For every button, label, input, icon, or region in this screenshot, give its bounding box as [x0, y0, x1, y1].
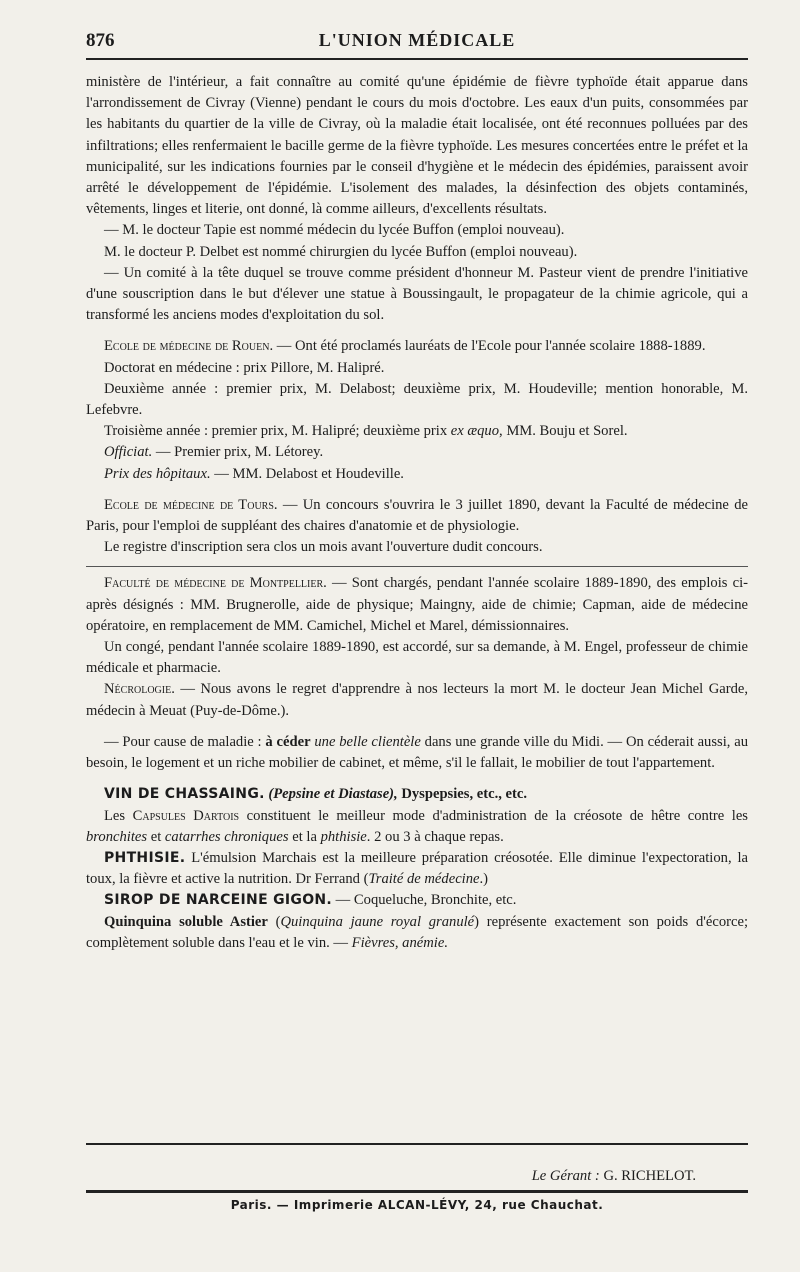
rouen-paragraph: Ecole de médecine de Rouen. — Ont été proclamés lauréats de l'Ecole pour l'année scolaire 1888-1889. — [104, 338, 706, 355]
ad-vin-chassaing: VIN DE CHASSAING. (Pepsine et Diastase), Dyspepsies, etc., etc. — [104, 786, 527, 803]
ad-quinquina-astier: Quinquina soluble Astier (Quinquina jaune royal granulé) représente exactement son poids d'écorce; complètement soluble dans l'eau et le vin. — Fièvres, anémie. — [86, 913, 749, 951]
montpellier-paragraph: Faculté de médecine de Montpellier. — Sont chargés, pendant l'année scolaire 1889-1890, des emplois ci-après désignés : MM. Brugnerolle, aide de physique; Maingny, aide de chimie; Capman, aide de médecine opératoire, en remplacement de MM. Camichel, Michel et Marel, démissionnaires. — [86, 575, 748, 634]
clientele-notice: — Pour cause de maladie : à céder une belle clientèle dans une grande ville du Midi. — On céderait aussi, au besoin, le logement et un riche mobilier de cabinet, et même, s'il le fallait, le mobilier de tout l'appartement. — [86, 733, 748, 772]
signature-block — [86, 1158, 748, 1185]
rouen-doctorat: Doctorat en médecine : prix Pillore, M. Haliрré. — [104, 359, 385, 376]
montpellier-conge: Un congé, pendant l'année scolaire 1889-1890, est accordé, sur sa demande, à M. Engel, professeur de chimie médicale et pharmacie. — [86, 639, 748, 677]
rouen-troisieme: Troisième année : premier prix, M. Halipré; deuxième prix ex æquo, MM. Bouju et Sorel. — [104, 423, 628, 440]
boussingault-paragraph: — Un comité à la tête duquel se trouve comme président d'honneur M. Pasteur vient de prendre l'initiative d'une souscription dans le but d'élever une statue à Boussingault, le propagateur de la chimie agricole, qui a transformé les anciens modes d'exploitation du sol. — [86, 264, 748, 324]
ad-sirop-narceine: SIROP DE NARCEINE GIGON. — Coqueluche, Bronchite, etc. — [104, 892, 517, 909]
rouen-officiat: Officiat. — Premier prix, M. Létorey. — [104, 444, 324, 461]
printer-imprint: Paris. — Imprimerie ALCAN-LÉVY, 24, rue Chauchat. — [230, 1198, 604, 1212]
rouen-heading: Ecole de médecine de Rouen. — [104, 338, 274, 355]
delbet-paragraph: M. le docteur P. Delbet est nommé chirurgien du lycée Buffon (emploi nouveau). — [104, 243, 578, 260]
civray-paragraph: ministère de l'intérieur, a fait connaître au comité qu'une épidémie de fièvre typhoïde était apparue dans l'arrondissement de Civray (Vienne) pendant le cours du mois d'octobre. Les eaux d'un puits, consommées par les habitants du quartier de la ville de Civray, où la maladie était localisée, ont été reconnues polluées par des infiltrations; elles renfermaient le bacille germe de la fièvre typhoïde. Les mesures concertées entre le préfet et la municipalité, sur les indications fournies par le conseil d'hygiène et le médecin des épidémies, paraissent avoir arrêté le développement de l'épidémie. L'isolement des malades, la désinfection des objets contaminés, vêtements, linges et literie, ont donné, là comme ailleurs, d'excellents résultats. — [86, 74, 748, 218]
ad-phthisie: PHTHISIE. L'émulsion Marchais est la meilleure préparation créosotée. Elle diminue l'expectoration, la toux, la fièvre et active la nutrition. Dr Ferrand (Traité de médecine.) — [86, 849, 748, 888]
imprint-rule — [86, 1190, 748, 1193]
running-title: L'UNION MÉDICALE — [318, 30, 516, 50]
header-rule — [86, 58, 748, 60]
signature-name: G. RICHELOT. — [603, 1168, 696, 1184]
tours-heading: Ecole de médecine de Tours. — [104, 496, 278, 513]
ad-capsules-dartois: Les Capsules Dartois constituent le meilleur mode d'administration de la créosote de hêtre contre les bronchites et catarrhes chroniques et la phthisie. 2 ou 3 à chaque repas. — [86, 807, 748, 845]
tours-registre: Le registre d'inscription sera clos un mois avant l'ouverture dudit concours. — [104, 539, 543, 556]
page-number: 876 — [86, 30, 115, 51]
page-header — [86, 26, 748, 54]
necrologie-heading: Nécrologie. — [104, 681, 175, 698]
section-divider — [86, 566, 748, 567]
article-body — [86, 72, 748, 954]
montpellier-heading: Faculté de médecine de Montpellier. — [104, 575, 327, 592]
tours-paragraph: Ecole de médecine de Tours. — Un concours s'ouvrira le 3 juillet 1890, devant la Faculté de médecine de Paris, pour l'emploi de suppléant des chaires d'anatomie et de physiologie. — [86, 496, 748, 535]
necrologie-paragraph: Nécrologie. — Nous avons le regret d'apprendre à nos lecteurs la mort M. le docteur Jean Michel Garde, médecin à Meuat (Puy-de-Dôme.). — [86, 681, 748, 719]
signature-label: Le Gérant : — [531, 1168, 604, 1184]
rouen-hopitaux: Prix des hôpitaux. — MM. Delabost et Houdeville. — [104, 465, 404, 482]
rouen-deuxieme: Deuxième année : premier prix, M. Delabost; deuxième prix, M. Houdeville; mention honorable, M. Lefebvre. — [86, 380, 748, 419]
tapie-paragraph: — M. le docteur Tapie est nommé médecin du lycée Buffon (emploi nouveau). — [104, 222, 565, 239]
footer-rule — [86, 1143, 748, 1145]
